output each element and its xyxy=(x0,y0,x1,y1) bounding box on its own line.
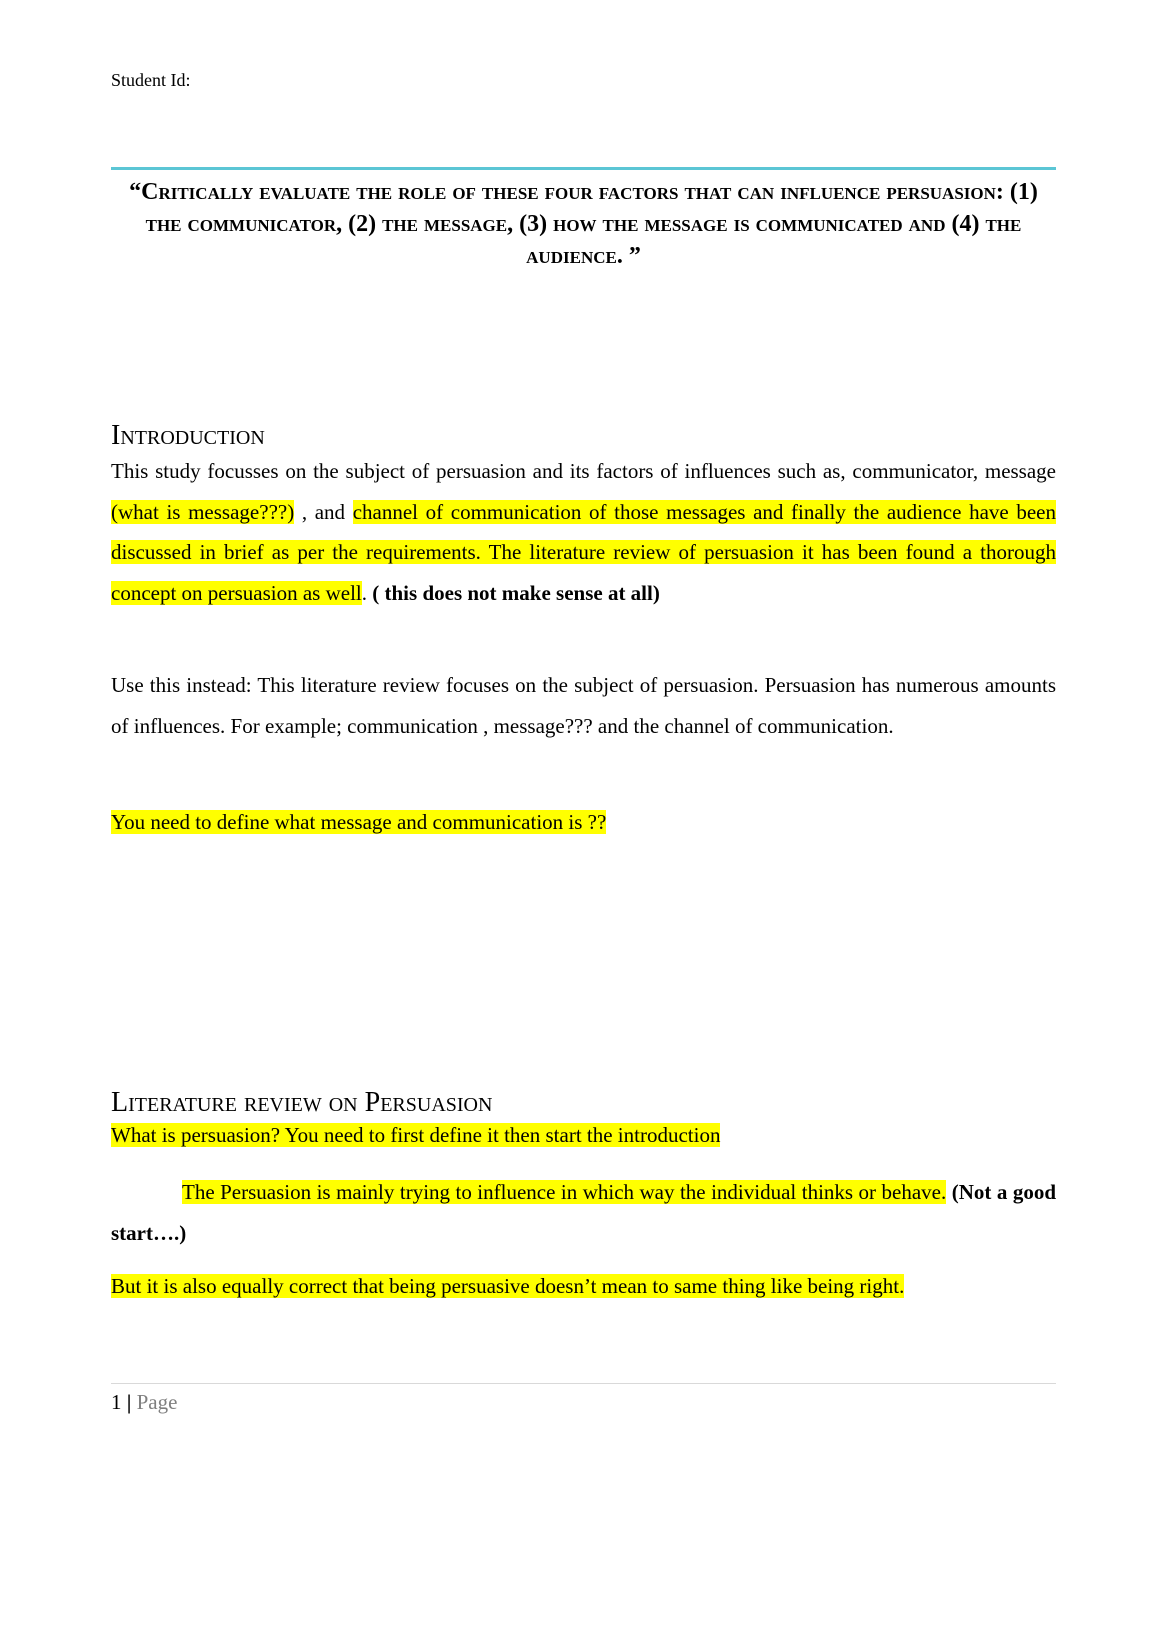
intro-p1-text-3: . xyxy=(361,580,373,605)
title-rule xyxy=(111,167,1056,170)
page-number: 1 xyxy=(111,1390,122,1414)
intro-p1-highlight-1: (what is message???) xyxy=(111,499,295,524)
footer-rule xyxy=(111,1383,1056,1384)
page-footer xyxy=(111,1387,177,1417)
introduction-paragraph-3 xyxy=(111,802,1056,843)
lit-p2-highlight: The Persuasion is mainly trying to influence in which way the individual thinks or behave. xyxy=(182,1180,947,1204)
literature-review-heading: Literature review on Persuasion xyxy=(111,1087,493,1118)
introduction-paragraph-2: Use this instead: This literature review focuses on the subject of persuasion. Persuasion has numerous amounts of influences. For example; communication , message??? and the channel of communication. xyxy=(111,673,1056,738)
essay-title: “Critically evaluate the role of these four factors that can influence persuasion: (1) the communicator, (2) the message, (3) how the message is communicated and (4) the audience. ” xyxy=(129,179,1038,269)
intro-p1-comment: ( this does not make sense at all) xyxy=(372,580,660,605)
footer-separator: | xyxy=(126,1390,132,1414)
intro-p3-highlight: You need to define what message and communication is ?? xyxy=(111,810,607,834)
literature-paragraph-2 xyxy=(111,1172,1056,1253)
intro-p1-text-1: This study focusses on the subject of persuasion and its factors of influences such as, communicator, message xyxy=(111,459,1056,483)
intro-p1-highlight-2: channel of communication of those messages and finally the audience have been discussed in brief as per the requirements. The literature review of persuasion it has been found a thorough concept on persuasion as well xyxy=(111,499,1056,605)
lit-p1-highlight: What is persuasion? You need to first define it then start the introduction xyxy=(111,1123,721,1147)
page-label: Page xyxy=(136,1390,178,1414)
intro-p1-text-2: , and xyxy=(294,499,353,524)
introduction-heading: Introduction xyxy=(111,420,265,451)
lit-p2-comment: (Not a good start….) xyxy=(111,1180,1056,1245)
literature-paragraph-1 xyxy=(111,1120,1056,1150)
student-id-label: Student Id: xyxy=(111,70,191,90)
lit-p3-highlight: But it is also equally correct that being persuasive doesn’t mean to same thing like being right. xyxy=(111,1274,905,1298)
introduction-paragraph-1 xyxy=(111,451,1056,613)
literature-paragraph-3 xyxy=(111,1266,1056,1307)
